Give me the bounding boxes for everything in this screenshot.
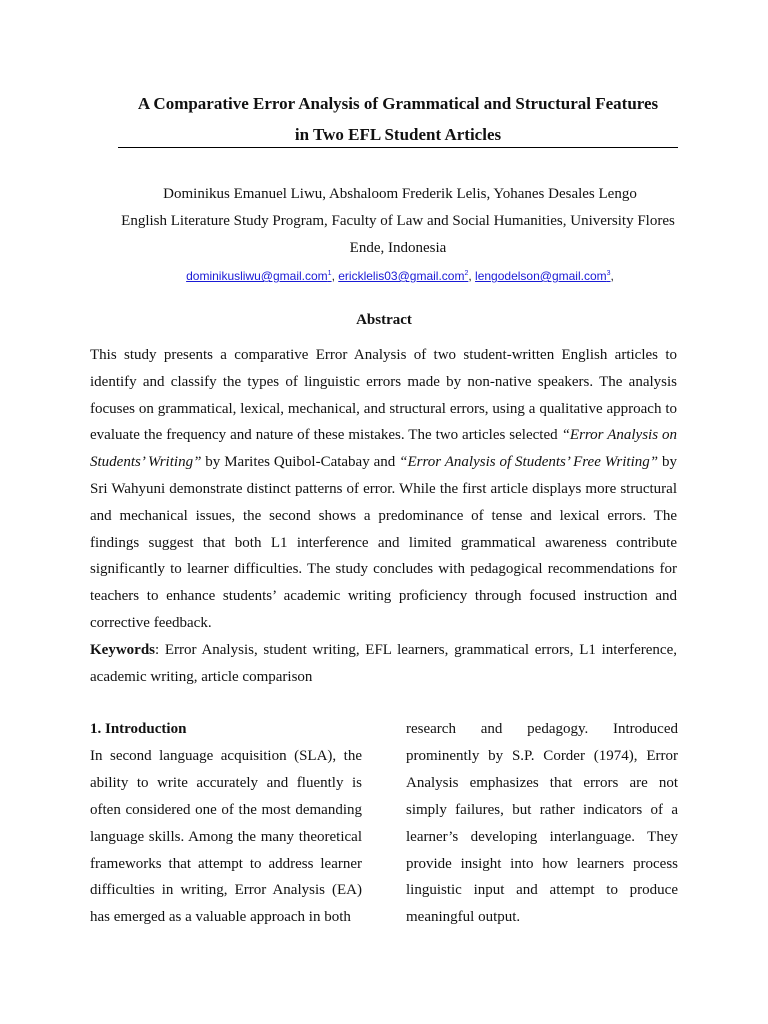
email-link-1[interactable] [186,269,331,283]
email-link-3[interactable] [475,269,611,283]
abstract-body [90,342,677,637]
email-address-3: lengodelson@gmail.com [475,269,607,283]
keywords-label: Keywords [90,642,155,658]
abstract-text-1: This study presents a comparative Error Analysis of two student-written English articles to identify and classify the types of linguistic errors made by non-native speakers. The analysis focuses on grammatical, lexical, mechanical, and structural errors, using a qualitative approach to evaluate the frequency and nature of these mistakes. The two articles selected [90,347,677,444]
abstract-text-2: by Marites Quibol-Catabay and [201,454,400,471]
email-address-2: ericklelis03@gmail.com [338,269,465,283]
keywords [90,637,677,691]
authors: Dominikus Emanuel Liwu, Abshaloom Frederik Lelis, Yohanes Desales Lengo [163,186,637,202]
keywords-text: : Error Analysis, student writing, EFL learners, grammatical errors, L1 interference, academic writing, article comparison [90,642,677,685]
abstract-heading: Abstract [356,312,412,328]
email-link-2[interactable] [338,269,468,283]
left-column [90,716,362,931]
introduction-paragraph-left: In second language acquisition (SLA), the ability to write accurately and fluently is often considered one of the most demanding language skills. Among the many theoretical frameworks that attempt to address learner difficulties in writing, Error Analysis (EA) has emerged as a valuable approach in both [90,747,362,926]
introduction-heading: 1. Introduction [90,721,187,737]
email-address-1: dominikusliwu@gmail.com [186,269,328,283]
introduction-paragraph-right: research and pedagogy. Introduced prominently by S.P. Corder (1974), Error Analysis emphasizes that errors are not simply failures, but rather indicators of a learner’s developing interlanguage. They provide insight into how learners process linguistic input and attempt to produce meaningful output. [406,721,678,926]
title-line-1: A Comparative Error Analysis of Grammatical and Structural Features [137,94,659,113]
affiliation: English Literature Study Program, Faculty of Law and Social Humanities, University Flores Ende, Indonesia [121,213,675,256]
abstract-article-1: “Error Analysis on Students’ Writing” [90,427,677,471]
abstract-article-2: “Error Analysis of Students’ Free Writing” [399,454,659,471]
author-emails: dominikusliwu@gmail.com$^1$, ericklelis03@gmail.com$^2$, lengodelson@gmail.com$^3$, [186,269,614,283]
abstract-text-3: by Sri Wahyuni demonstrate distinct patterns of error. While the first article displays more structural and mechanical issues, the second shows a predominance of tense and lexical errors. The findings suggest that both L1 interference and limited grammatical awareness contribute significantly to learner difficulties. The study concludes with pedagogical recommendations for teachers to enhance students’ academic writing proficiency through focused instruction and corrective feedback. [90,454,678,631]
title-line-2: in Two EFL Student Articles [294,125,502,144]
email-sup-1: 1 [327,270,332,277]
email-sup-2: 2 [464,270,469,277]
right-column [406,716,678,931]
paper-title [118,88,678,150]
email-sup-3: 3 [606,270,611,277]
title-underline [118,147,678,148]
